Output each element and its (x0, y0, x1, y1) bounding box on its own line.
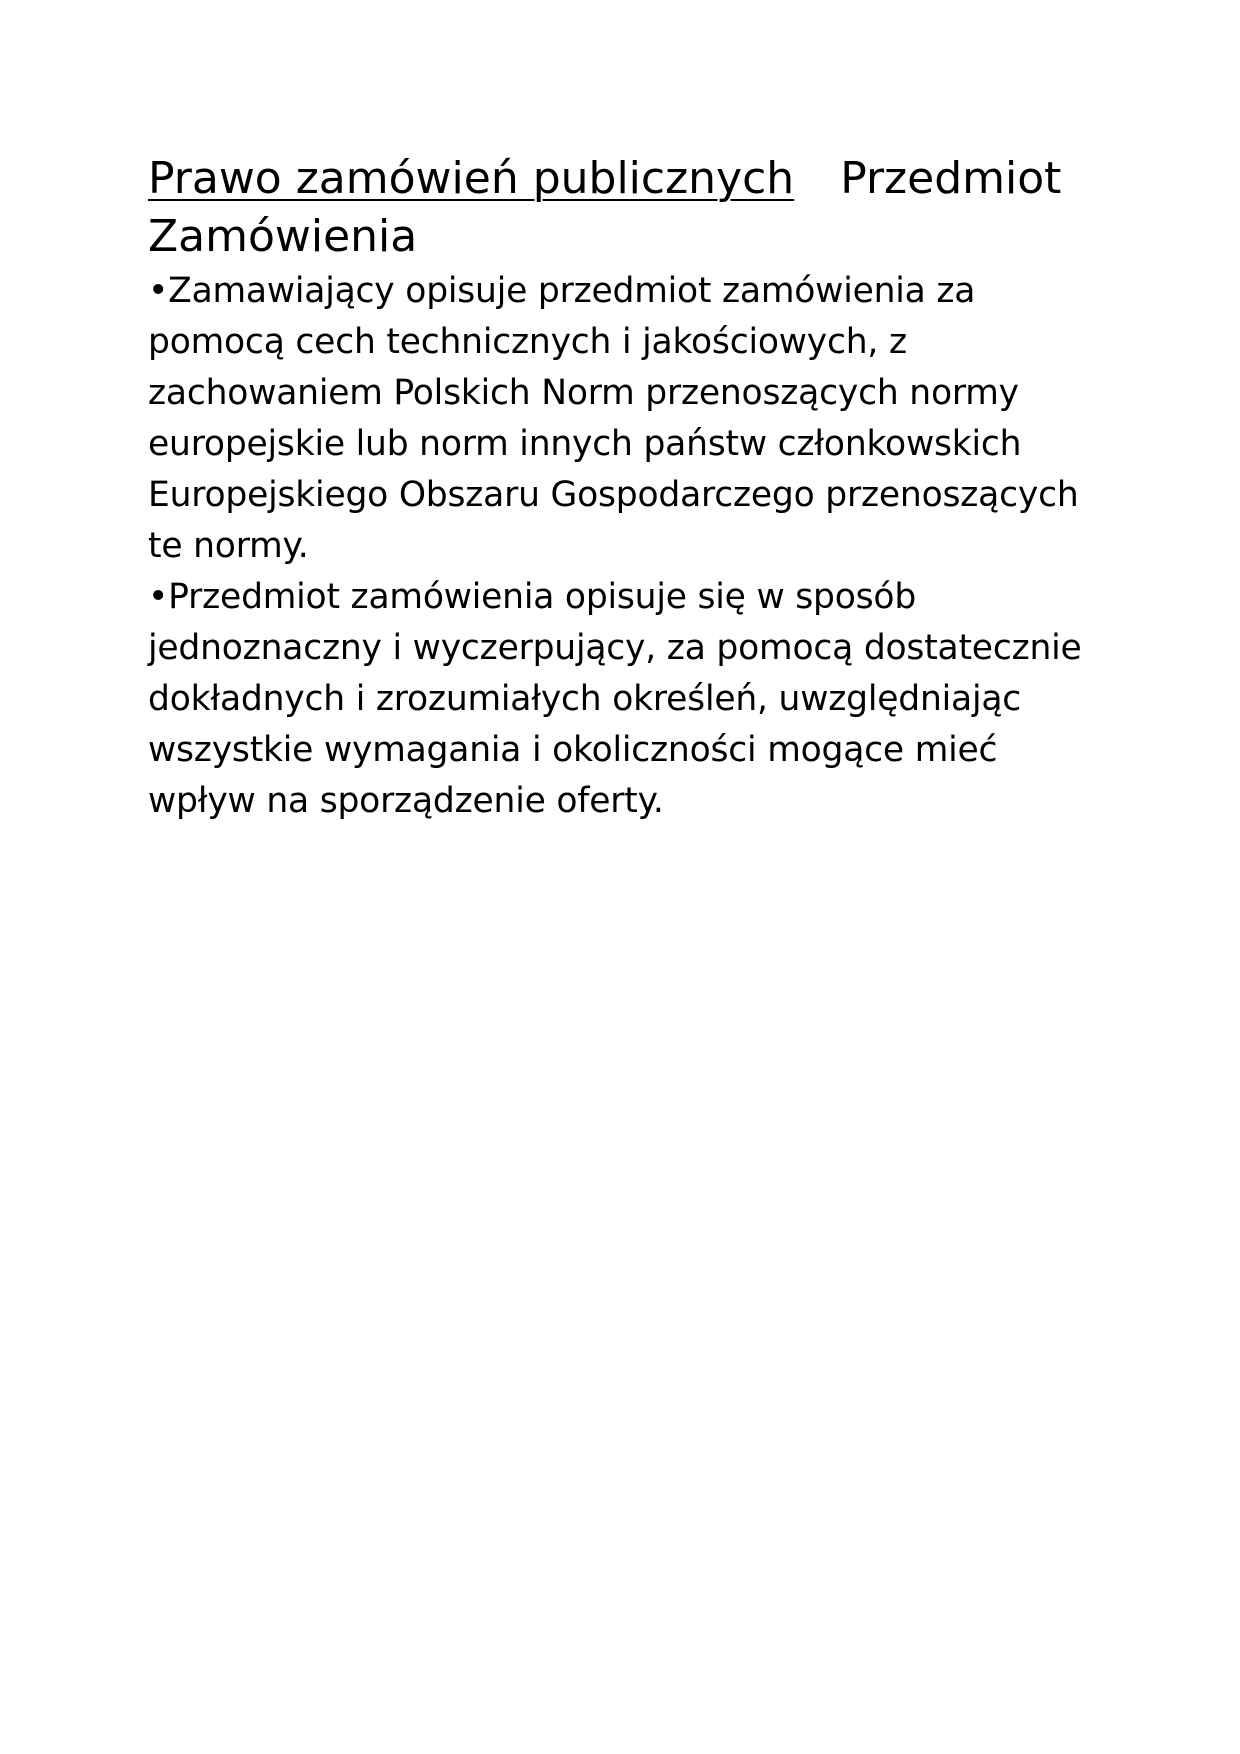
heading-title: Prawo zamówień publicznych (148, 153, 795, 204)
document-heading (148, 150, 1088, 266)
paragraph-2: •Przedmiot zamówienia opisuje się w sposób jednoznaczny i wyczerpujący, za pomocą dostatecznie dokładnych i zrozumiałych określeń, uwzględniając wszystkie wymagania i okoliczności mogące mieć wpływ na sporządzenie oferty. (148, 577, 1082, 821)
heading-subject: Przedmiot (840, 153, 1062, 204)
heading-subject-line2: Zamówienia (148, 211, 418, 262)
document-content (148, 150, 1088, 827)
paragraph-1: •Zamawiający opisuje przedmiot zamówienia za pomocą cech technicznych i jakościowych, z zachowaniem Polskich Norm przenoszących normy europejskie lub norm innych państw członkowskich Europejskiego Obszaru Gospodarczego przenoszących te normy. (148, 271, 1079, 566)
